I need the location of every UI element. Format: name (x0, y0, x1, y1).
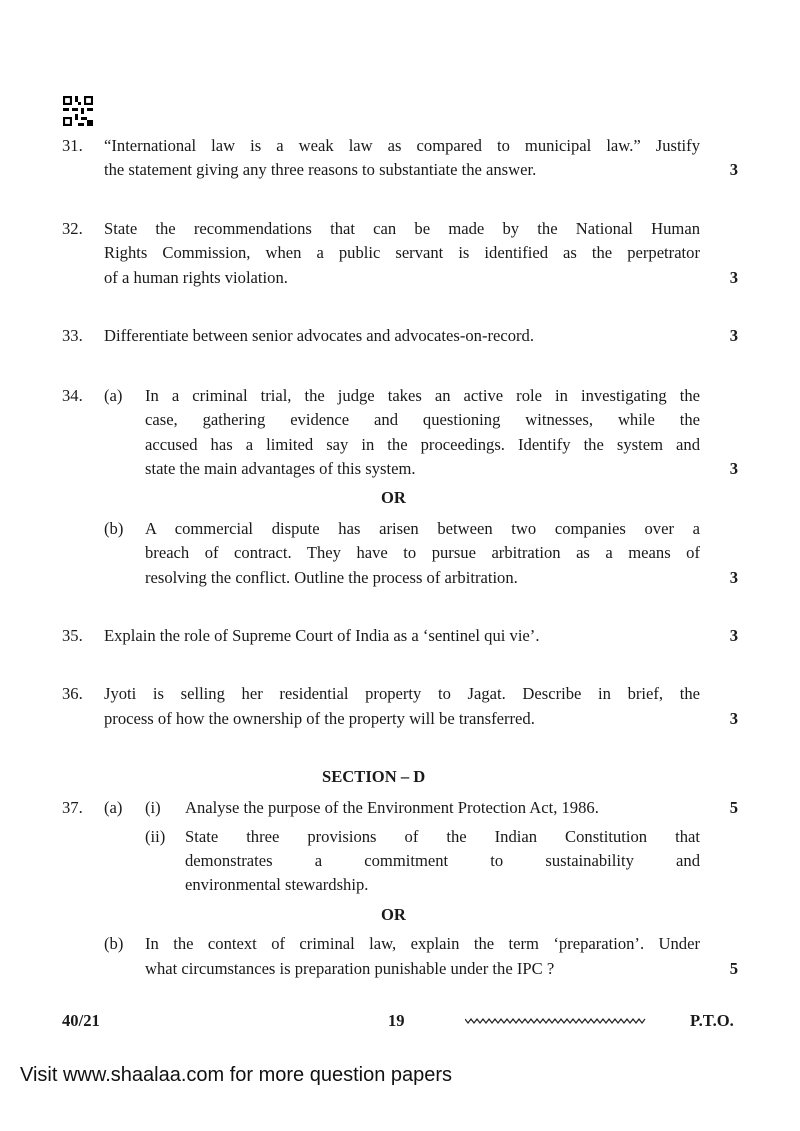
question-text: Differentiate between senior advocates and advocates-on-record. (104, 326, 535, 345)
question-text: breach of contract. They have to pursue arbitration as a means of (145, 543, 700, 562)
marks: 3 (729, 568, 738, 587)
marks: 5 (729, 798, 738, 817)
sub-label: (ii) (145, 827, 166, 846)
question-text: demonstrates a commitment to sustainability and (185, 851, 700, 870)
option-label: (b) (104, 519, 124, 538)
wavy-line-decoration (465, 1016, 647, 1026)
question-text: of a human rights violation. (104, 268, 288, 287)
question-text: process of how the ownership of the property will be transferred. (104, 709, 535, 728)
question-text: Analyse the purpose of the Environment Protection Act, 1986. (185, 798, 599, 817)
please-turn-over: P.T.O. (690, 1011, 734, 1030)
question-text: Explain the role of Supreme Court of India as a ‘sentinel qui vie’. (104, 626, 540, 645)
section-heading: SECTION – D (322, 767, 426, 786)
question-text: In a criminal trial, the judge takes an active role in investigating the (145, 386, 700, 405)
visit-banner-link[interactable]: Visit www.shaalaa.com for more question papers (20, 1064, 453, 1086)
marks: 3 (729, 709, 738, 728)
marks: 3 (729, 326, 738, 345)
or-separator: OR (381, 488, 406, 507)
question-text: case, gathering evidence and questioning witnesses, while the (145, 410, 700, 429)
paper-code: 40/21 (62, 1011, 100, 1030)
question-number: 36. (62, 684, 83, 703)
option-label: (a) (104, 798, 123, 817)
question-text: Jyoti is selling her residential property to Jagat. Describe in brief, the (104, 684, 700, 703)
marks: 3 (729, 268, 738, 287)
question-text: resolving the conflict. Outline the process of arbitration. (145, 568, 518, 587)
question-text: what circumstances is preparation punishable under the IPC ? (145, 959, 555, 978)
qr-code-icon (63, 96, 93, 126)
question-text: A commercial dispute has arisen between two companies over a (145, 519, 700, 538)
question-text: accused has a limited say in the proceedings. Identify the system and (145, 435, 700, 454)
question-text: State three provisions of the Indian Constitution that (185, 827, 700, 846)
question-text: In the context of criminal law, explain the term ‘preparation’. Under (145, 934, 700, 953)
question-text: state the main advantages of this system. (145, 459, 416, 478)
question-number: 32. (62, 219, 83, 238)
question-number: 31. (62, 136, 83, 155)
marks: 3 (729, 160, 738, 179)
question-text: State the recommendations that can be made by the National Human (104, 219, 700, 238)
option-label: (b) (104, 934, 124, 953)
marks: 5 (729, 959, 738, 978)
sub-label: (i) (145, 798, 161, 817)
question-number: 33. (62, 326, 83, 345)
page-number: 19 (388, 1011, 405, 1030)
question-text: Rights Commission, when a public servant is identified as the perpetrator (104, 243, 700, 262)
question-text: the statement giving any three reasons to substantiate the answer. (104, 160, 537, 179)
question-text: “International law is a weak law as compared to municipal law.” Justify (104, 136, 700, 155)
question-number: 34. (62, 386, 83, 405)
question-number: 37. (62, 798, 83, 817)
option-label: (a) (104, 386, 123, 405)
or-separator: OR (381, 905, 406, 924)
marks: 3 (729, 459, 738, 478)
question-text: environmental stewardship. (185, 875, 369, 894)
question-number: 35. (62, 626, 83, 645)
marks: 3 (729, 626, 738, 645)
